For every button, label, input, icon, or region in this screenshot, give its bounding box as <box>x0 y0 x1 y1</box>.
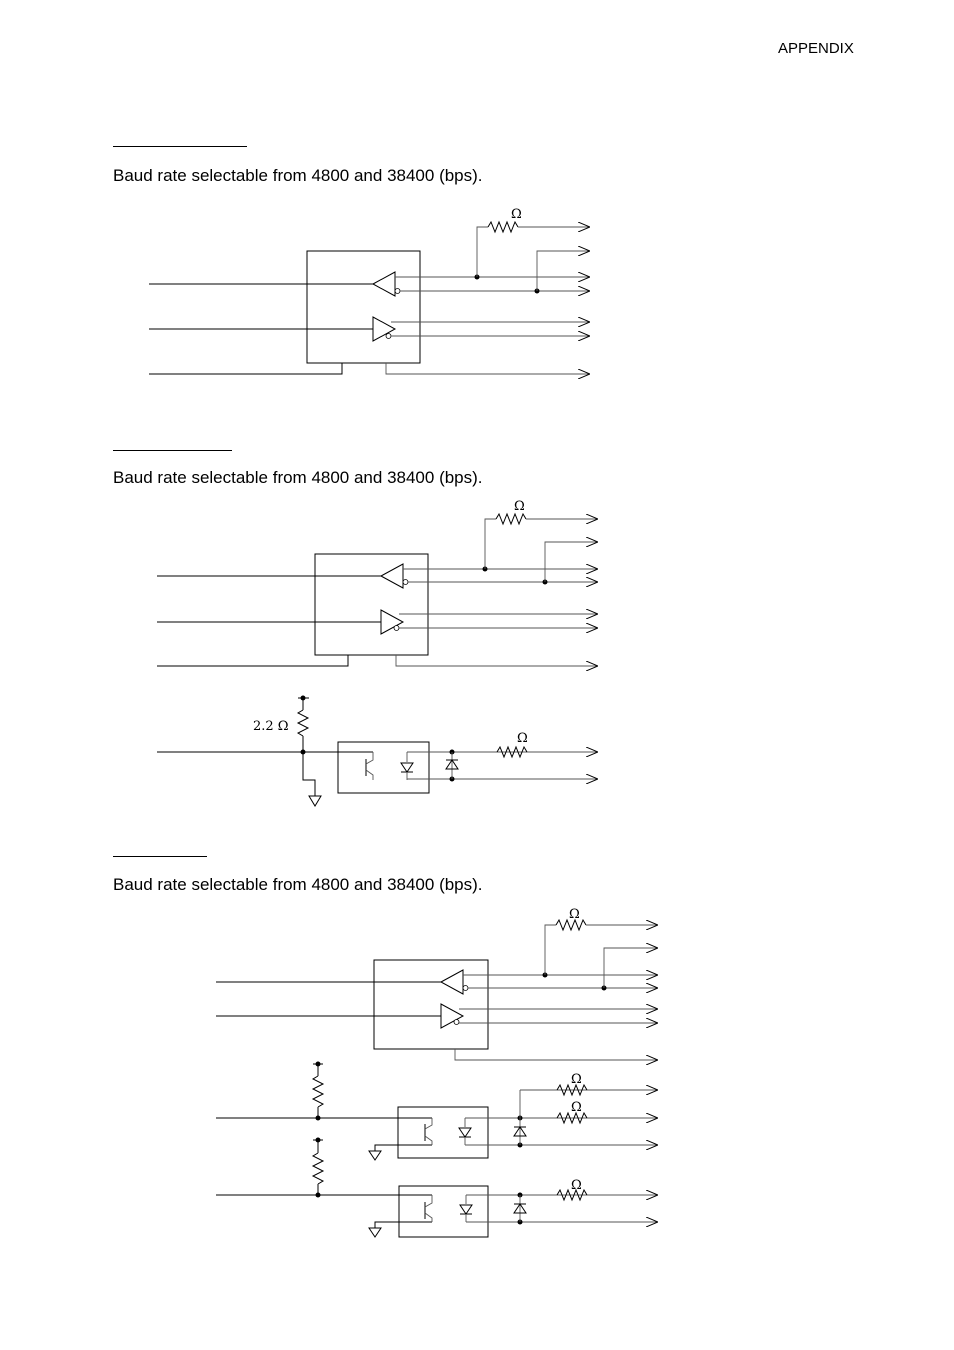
diagram-1-output-line <box>537 251 590 291</box>
diagram-3-rs232-driver <box>216 907 658 1237</box>
diagram-2-opto-box <box>338 742 429 793</box>
diagram-1-ground-output <box>386 363 590 374</box>
diagram-3-led <box>460 1205 472 1214</box>
diagram-2-ohm-label: Ω <box>517 731 528 746</box>
diagram-3-ohm-label: Ω <box>571 1072 582 1087</box>
diagram-2-ground-icon <box>309 796 321 806</box>
diagram-2-led <box>401 763 413 772</box>
section-1-caption: Baud rate selectable from 4800 and 38400 (bps). <box>113 166 483 185</box>
diagram-2-ground-wire <box>303 752 315 796</box>
diagram-3-ohm-label: Ω <box>569 907 580 922</box>
diagram-3-transistor-collector <box>425 1118 432 1129</box>
page-header-appendix: APPENDIX <box>778 40 854 57</box>
diagram-1-rs232-driver <box>149 207 590 374</box>
diagram-1-receiver-buffer <box>373 272 395 296</box>
diagram-3-transistor-emitter <box>425 1213 432 1222</box>
diagram-3-opto-box <box>398 1107 488 1158</box>
diagram-2-pullup-label: 2.2 Ω <box>253 719 289 734</box>
diagram-1-inverter-bubble <box>386 334 391 339</box>
diagram-2-inverter-bubble <box>394 626 399 631</box>
diagram-3-ohm-label: Ω <box>571 1100 582 1115</box>
diagram-2-transistor-emitter <box>366 770 373 780</box>
diagram-3-ic-box <box>374 960 488 1049</box>
diagram-3-led <box>459 1128 471 1137</box>
diagram-3-wire <box>545 925 556 975</box>
diagram-3-inverter-bubble <box>454 1020 459 1025</box>
section-3-caption: Baud rate selectable from 4800 and 38400 (bps). <box>113 875 483 894</box>
diagram-3-ground-icon <box>369 1151 381 1160</box>
diagram-3-inverter-bubble <box>463 986 468 991</box>
diagram-1-wire <box>477 227 488 277</box>
diagram-3-ohm-label: Ω <box>571 1178 582 1193</box>
diagram-2-rs232-driver <box>157 499 598 806</box>
diagram-3-transistor-emitter <box>425 1136 432 1145</box>
section-2-caption: Baud rate selectable from 4800 and 38400 (bps). <box>113 468 483 487</box>
diagram-2-ground-output <box>396 655 598 666</box>
diagram-3-receiver-buffer <box>441 970 463 994</box>
diagram-1-ic-box <box>307 251 420 363</box>
diagram-2-pullup-resistor <box>298 710 308 736</box>
diagram-2-ohm-label: Ω <box>514 499 525 514</box>
diagram-3-pullup-resistor <box>313 1076 323 1107</box>
diagram-1-ohm-label: Ω <box>511 207 522 222</box>
diagram-3-pullup-resistor <box>313 1153 323 1184</box>
diagram-1-resistor <box>488 222 518 232</box>
diagram-3-driver-buffer <box>441 1004 463 1028</box>
diagram-2-inverter-bubble <box>403 580 408 585</box>
diagram-3-output-line <box>604 948 658 988</box>
diagram-2-receiver-buffer <box>381 564 403 588</box>
diagram-3-opto-isolator-a <box>216 1062 658 1161</box>
diagram-3-ground-wire <box>375 1222 432 1228</box>
diagram-2-output-line <box>545 542 598 582</box>
diagram-3-ground-icon <box>369 1228 381 1237</box>
diagram-2-resistor <box>496 514 526 524</box>
diagram-1-ground-line <box>149 363 342 374</box>
diagram-2-opto-isolator <box>157 696 598 807</box>
diagram-3-ground-output <box>455 1049 658 1060</box>
diagram-2-wire <box>485 519 496 569</box>
diagram-3-opto-box <box>399 1186 488 1237</box>
diagram-1-driver-buffer <box>373 317 395 341</box>
diagram-2-ground-line <box>157 655 348 666</box>
diagram-2-transistor-collector <box>366 752 373 764</box>
diagram-3-ground-wire <box>375 1145 432 1151</box>
diagram-3-transistor-collector <box>425 1195 432 1207</box>
diagram-1-inverter-bubble <box>395 289 400 294</box>
diagram-3-opto-isolator-b <box>216 1138 658 1238</box>
